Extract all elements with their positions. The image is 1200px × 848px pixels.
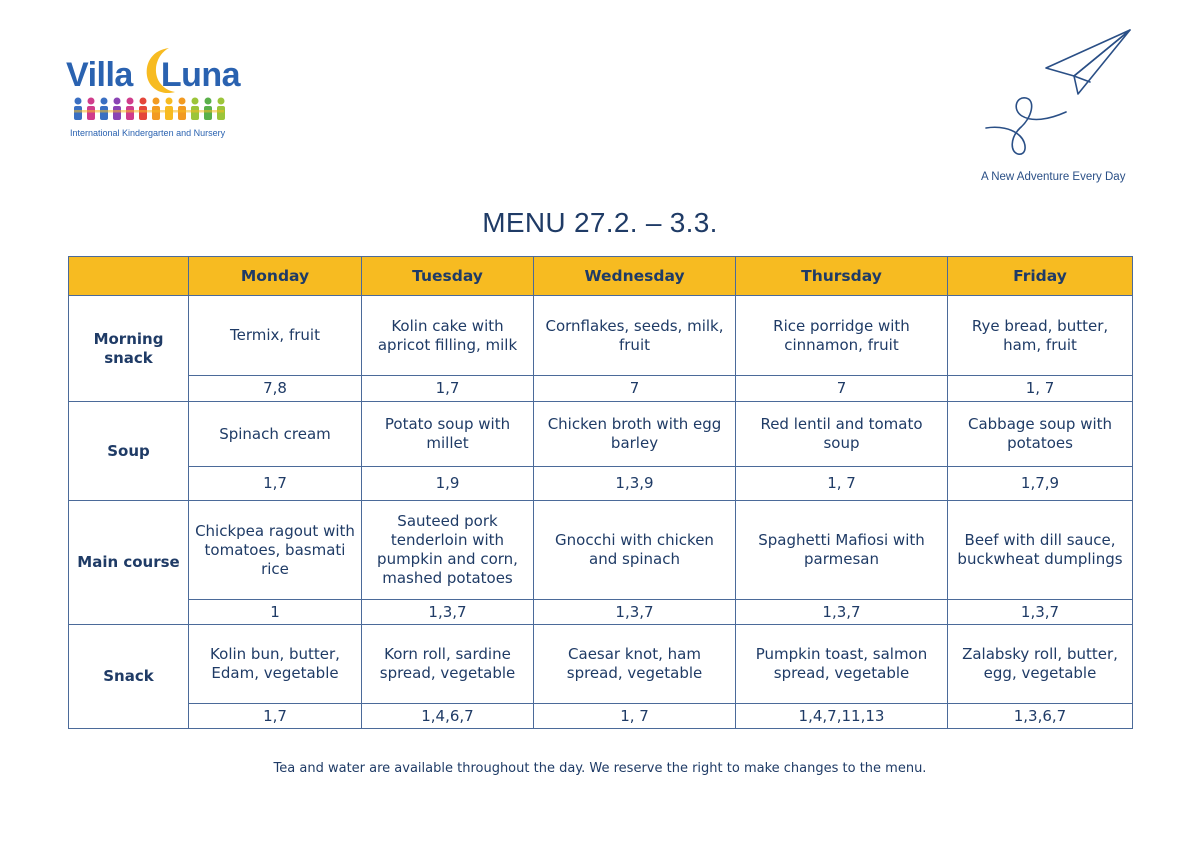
allergen-cell: 1,9 bbox=[362, 467, 534, 501]
logo-subtitle: International Kindergarten and Nursery bbox=[70, 128, 226, 138]
dish-cell: Caesar knot, ham spread, vegetable bbox=[534, 625, 736, 704]
dish-cell: Termix, fruit bbox=[189, 296, 362, 376]
dish-cell: Spinach cream bbox=[189, 402, 362, 467]
dish-cell: Potato soup with millet bbox=[362, 402, 534, 467]
allergen-cell: 7,8 bbox=[189, 376, 362, 402]
allergen-cell: 7 bbox=[736, 376, 948, 402]
allergen-row bbox=[69, 467, 1133, 501]
dish-cell: Beef with dill sauce, buckwheat dumplings bbox=[948, 501, 1133, 600]
children-figures-icon bbox=[70, 96, 240, 122]
allergen-cell: 1,4,6,7 bbox=[362, 704, 534, 729]
allergen-cell: 1,7 bbox=[362, 376, 534, 402]
day-header-friday: Friday bbox=[948, 257, 1133, 296]
allergen-cell: 1,7 bbox=[189, 704, 362, 729]
allergen-cell: 1 bbox=[189, 600, 362, 625]
crescent-moon-icon bbox=[143, 46, 183, 96]
paper-plane-icon bbox=[980, 28, 1140, 168]
dish-cell: Red lentil and tomato soup bbox=[736, 402, 948, 467]
meal-label-soup: Soup bbox=[69, 402, 189, 501]
allergen-row bbox=[69, 704, 1133, 729]
allergen-cell: 1,7 bbox=[189, 467, 362, 501]
table-row bbox=[69, 296, 1133, 376]
dish-cell: Rice porridge with cinnamon, fruit bbox=[736, 296, 948, 376]
dish-cell: Korn roll, sardine spread, vegetable bbox=[362, 625, 534, 704]
day-header-row bbox=[69, 257, 1133, 296]
meal-label-snack: Snack bbox=[69, 625, 189, 729]
dish-cell: Kolin bun, butter, Edam, vegetable bbox=[189, 625, 362, 704]
corner-cell bbox=[69, 257, 189, 296]
day-header-wednesday: Wednesday bbox=[534, 257, 736, 296]
day-header-monday: Monday bbox=[189, 257, 362, 296]
logo-word-villa: Villa bbox=[66, 56, 133, 94]
table-row bbox=[69, 625, 1133, 704]
dish-cell: Rye bread, butter, ham, fruit bbox=[948, 296, 1133, 376]
allergen-cell: 1,3,7 bbox=[736, 600, 948, 625]
dish-cell: Spaghetti Mafiosi with parmesan bbox=[736, 501, 948, 600]
allergen-cell: 1,3,6,7 bbox=[948, 704, 1133, 729]
day-header-thursday: Thursday bbox=[736, 257, 948, 296]
tagline: A New Adventure Every Day bbox=[981, 171, 1126, 183]
logo-word-luna: Luna bbox=[160, 56, 241, 94]
meal-label-main-course: Main course bbox=[69, 501, 189, 625]
allergen-cell: 7 bbox=[534, 376, 736, 402]
allergen-row bbox=[69, 600, 1133, 625]
dish-cell: Kolin cake with apricot filling, milk bbox=[362, 296, 534, 376]
allergen-cell: 1,3,9 bbox=[534, 467, 736, 501]
allergen-cell: 1, 7 bbox=[736, 467, 948, 501]
meal-label-morning-snack: Morning snack bbox=[69, 296, 189, 402]
allergen-cell: 1, 7 bbox=[948, 376, 1133, 402]
allergen-row bbox=[69, 376, 1133, 402]
table-row bbox=[69, 402, 1133, 467]
day-header-tuesday: Tuesday bbox=[362, 257, 534, 296]
villa-luna-logo bbox=[66, 44, 246, 140]
menu-table bbox=[68, 256, 1133, 729]
dish-cell: Chicken broth with egg barley bbox=[534, 402, 736, 467]
allergen-cell: 1,3,7 bbox=[534, 600, 736, 625]
dish-cell: Gnocchi with chicken and spinach bbox=[534, 501, 736, 600]
page-title: MENU 27.2. – 3.3. bbox=[482, 207, 718, 238]
allergen-cell: 1,3,7 bbox=[362, 600, 534, 625]
dish-cell: Sauteed pork tenderloin with pumpkin and corn, mashed potatoes bbox=[362, 501, 534, 600]
allergen-cell: 1,3,7 bbox=[948, 600, 1133, 625]
dish-cell: Cabbage soup with potatoes bbox=[948, 402, 1133, 467]
allergen-cell: 1,4,7,11,13 bbox=[736, 704, 948, 729]
table-row bbox=[69, 501, 1133, 600]
dish-cell: Pumpkin toast, salmon spread, vegetable bbox=[736, 625, 948, 704]
allergen-cell: 1,7,9 bbox=[948, 467, 1133, 501]
dish-cell: Zalabsky roll, butter, egg, vegetable bbox=[948, 625, 1133, 704]
allergen-cell: 1, 7 bbox=[534, 704, 736, 729]
dish-cell: Cornflakes, seeds, milk, fruit bbox=[534, 296, 736, 376]
dish-cell: Chickpea ragout with tomatoes, basmati rice bbox=[189, 501, 362, 600]
footer-note: Tea and water are available throughout the day. We reserve the right to make changes to the menu. bbox=[273, 761, 927, 776]
